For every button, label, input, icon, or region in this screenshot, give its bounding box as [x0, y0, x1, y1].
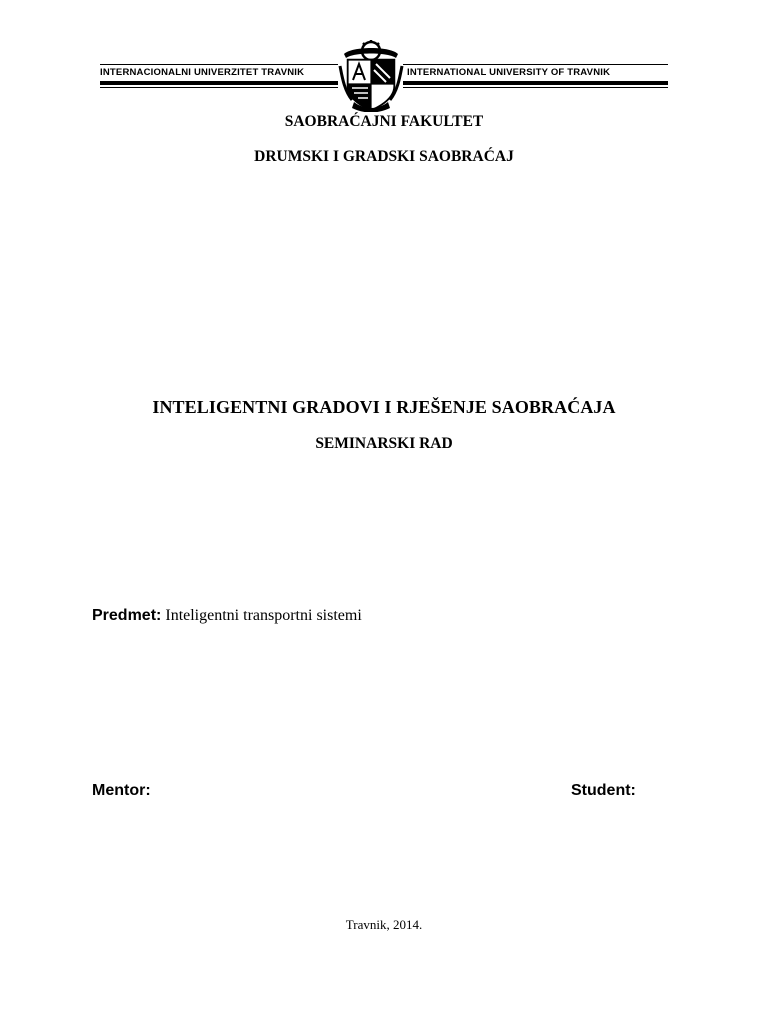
place-date: Travnik, 2014. [345, 917, 423, 932]
banner-rule [403, 64, 668, 65]
subject-label: Predmet: [92, 607, 162, 624]
banner-rule [100, 81, 338, 85]
mentor-label: Mentor: [92, 782, 151, 799]
department-name: DRUMSKI I GRADSKI SAOBRAĆAJ [254, 148, 514, 165]
banner-left [100, 64, 338, 90]
student-label: Student: [571, 782, 636, 799]
faculty-name: SAOBRAĆAJNI FAKULTET [284, 113, 484, 130]
document-subtitle: SEMINARSKI RAD [315, 435, 453, 452]
banner-rule [403, 81, 668, 85]
banner-right [403, 64, 668, 90]
banner-rule [403, 87, 668, 88]
university-banner [100, 40, 668, 112]
document-title: INTELIGENTNI GRADOVI I RJEŠENJE SAOBRAĆAJA [152, 397, 616, 417]
banner-rule [100, 87, 338, 88]
university-crest-icon [338, 40, 404, 112]
banner-rule [100, 64, 338, 65]
subject-value: Inteligentni transportni sistemi [165, 607, 362, 624]
university-name-english: INTERNATIONAL UNIVERSITY OF TRAVNIK [407, 67, 611, 78]
subject-line [92, 607, 362, 625]
university-name-local: INTERNACIONALNI UNIVERZITET TRAVNIK [100, 67, 305, 78]
